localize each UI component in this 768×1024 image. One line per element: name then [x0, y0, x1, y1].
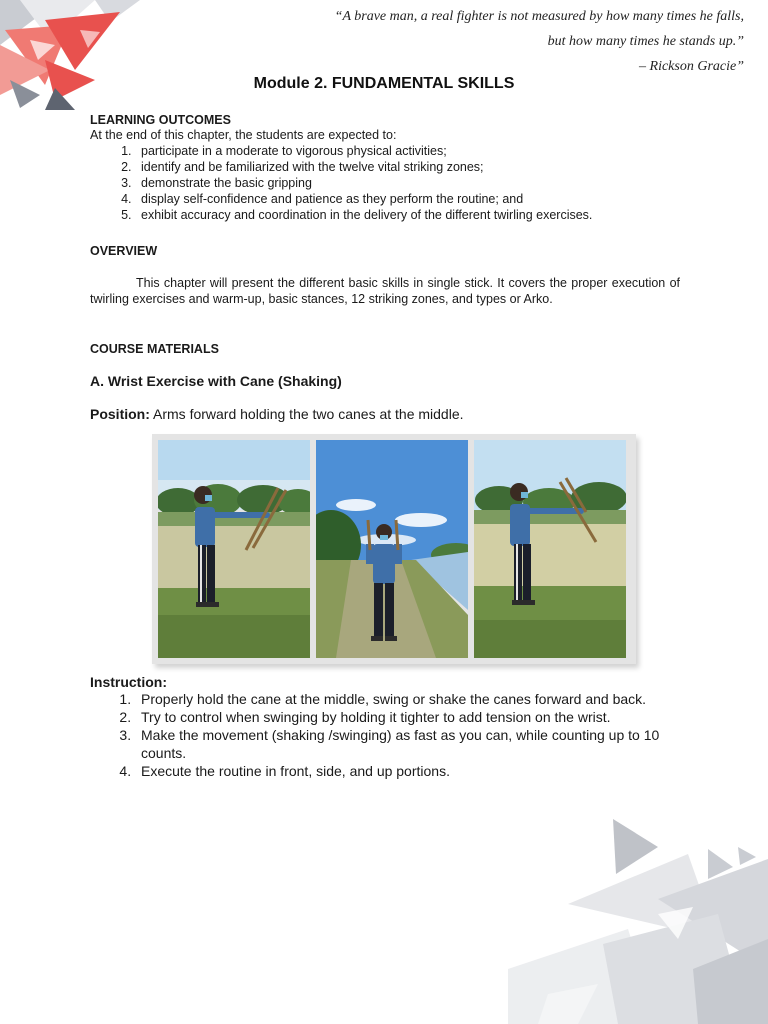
decorative-triangles-bottom-right: [508, 819, 768, 1024]
photo-front-view: [316, 440, 468, 658]
position-line: [90, 406, 680, 422]
epigraph-quote: [244, 4, 744, 79]
instruction-list: [90, 690, 680, 780]
position-text: Arms forward holding the two canes at the middle.: [153, 406, 464, 422]
list-item: 1. participate in a moderate to vigorous physical activities;: [135, 143, 680, 159]
instruction-heading: Instruction:: [90, 674, 167, 690]
photo-side-view-left: [158, 440, 310, 658]
decorative-triangles-top-left: [0, 0, 140, 115]
list-item: 4. display self-confidence and patience as they perform the routine; and: [135, 191, 680, 207]
course-materials-heading: COURSE MATERIALS: [90, 342, 219, 356]
overview-section: [90, 244, 680, 307]
list-item: 5. exhibit accuracy and coordination in the delivery of the different twirling exercises.: [135, 207, 680, 223]
list-item: 3. Make the movement (shaking /swinging) as fast as you can, while counting up to 10 counts.: [135, 726, 680, 762]
quote-line-1: “A brave man, a real fighter is not measured by how many times he falls,: [334, 9, 744, 24]
position-label: Position:: [90, 406, 150, 422]
list-item: 2. Try to control when swinging by holding it tighter to add tension on the wrist.: [135, 708, 680, 726]
list-item: 1. Properly hold the cane at the middle, swing or shake the canes forward and back.: [135, 690, 680, 708]
list-item: 4. Execute the routine in front, side, and up portions.: [135, 762, 680, 780]
course-materials-section: [90, 342, 680, 422]
list-item: 2. identify and be familiarized with the twelve vital striking zones;: [135, 159, 680, 175]
learning-outcomes-heading: LEARNING OUTCOMES: [90, 113, 231, 127]
exercise-photo-strip: [152, 434, 636, 664]
quote-author: – Rickson Gracie”: [639, 59, 744, 74]
photo-side-view-right: [474, 440, 626, 658]
instruction-section: [90, 674, 680, 780]
learning-outcomes-intro: At the end of this chapter, the students are expected to:: [90, 128, 397, 142]
learning-outcomes-list: [90, 143, 680, 223]
module-title: Module 2. FUNDAMENTAL SKILLS: [253, 75, 515, 92]
quote-line-2: but how many times he stands up.”: [547, 34, 744, 49]
exercise-subheading: A. Wrist Exercise with Cane (Shaking): [90, 373, 342, 389]
learning-outcomes-section: [90, 113, 680, 223]
overview-heading: OVERVIEW: [90, 244, 158, 258]
overview-paragraph: This chapter will present the different basic skills in single stick. It covers the proper execution of twirling exercises and warm-up, basic stances, 12 striking zones, and types or Arko.: [90, 276, 680, 306]
list-item: 3. demonstrate the basic gripping: [135, 175, 680, 191]
